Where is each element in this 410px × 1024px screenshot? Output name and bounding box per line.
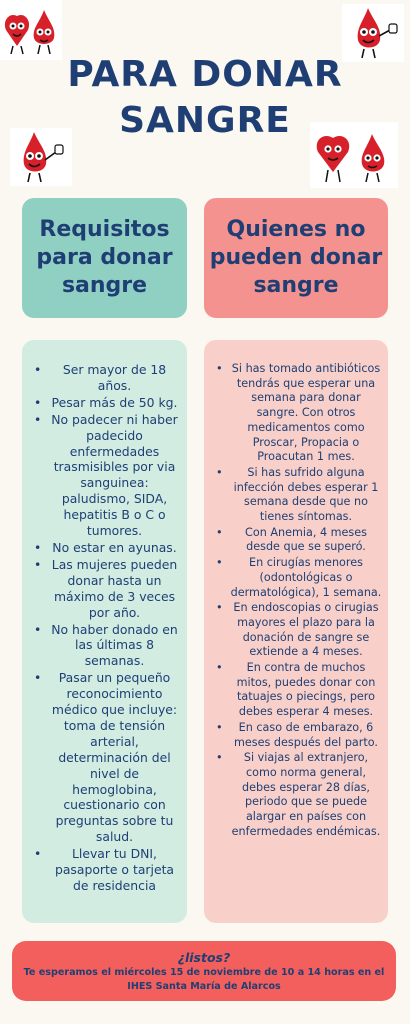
page-title bbox=[0, 52, 410, 144]
blood-drop-mascot-pair-icon bbox=[0, 0, 62, 60]
list-item: • No estar en ayunas. bbox=[26, 540, 181, 556]
list-item: • Las mujeres pueden donar hasta un máximo de 3 veces por año. bbox=[26, 557, 181, 621]
requirements-heading: Requisitos para donar sangre bbox=[36, 217, 173, 298]
list-item: • No haber donado en las últimas 8 semanas. bbox=[26, 622, 181, 670]
exclusions-list-card bbox=[204, 340, 388, 923]
list-item: • Pesar más de 50 kg. bbox=[26, 395, 181, 411]
banner-message: Te esperamos el miércoles 15 de noviembre de 10 a 14 horas en el IHES Santa María de Alarcos bbox=[23, 967, 385, 992]
list-item: • No padecer ni haber padecido enfermedades trasmisibles por via sanguinea: paludismo, SIDA, hepatitis B o C o tumores. bbox=[26, 412, 181, 539]
list-item: • Si viajas al extranjero, como norma general, debes esperar 28 días, periodo que se puede alargar en países con enfermedades endémicas. bbox=[208, 751, 382, 839]
exclusions-list bbox=[208, 362, 382, 840]
requirements-list bbox=[26, 362, 181, 894]
requirements-list-card bbox=[22, 340, 187, 923]
event-banner bbox=[12, 941, 396, 1001]
list-item: • En endoscopias o cirugias mayores el plazo para la donación de sangre se extiende a 4 meses. bbox=[208, 601, 382, 660]
exclusions-heading-card bbox=[204, 198, 388, 318]
title-line-1: PARA DONAR bbox=[67, 54, 343, 95]
list-item: • Ser mayor de 18 años. bbox=[26, 362, 181, 394]
list-item: • En cirugías menores (odontológicas o dermatológica), 1 semana. bbox=[208, 556, 382, 600]
title-line-2: SANGRE bbox=[119, 100, 291, 141]
list-item: • Con Anemia, 4 meses desde que se superó. bbox=[208, 526, 382, 555]
list-item: • Si has tomado antibióticos tendrás que esperar una semana para donar sangre. Con otros medicamentos como Proscar, Propacia o Proacutan 1 mes. bbox=[208, 362, 382, 465]
list-item: • Si has sufrido alguna infección debes esperar 1 semana desde que no tienes síntomas. bbox=[208, 466, 382, 525]
exclusions-heading: Quienes no pueden donar sangre bbox=[209, 217, 383, 298]
requirements-heading-card bbox=[22, 198, 187, 318]
banner-question: ¿listos? bbox=[177, 950, 231, 965]
list-item: • En contra de muchos mitos, puedes donar con tatuajes o piecings, pero debes esperar 4 meses. bbox=[208, 661, 382, 720]
list-item: • Pasar un pequeño reconocimiento médico que incluye: toma de tensión arterial, determinación del nivel de hemoglobina, cuestionario con preguntas sobre tu salud. bbox=[26, 670, 181, 845]
list-item: • Llevar tu DNI, pasaporte o tarjeta de residencia bbox=[26, 846, 181, 894]
list-item: • En caso de embarazo, 6 meses después del parto. bbox=[208, 721, 382, 750]
